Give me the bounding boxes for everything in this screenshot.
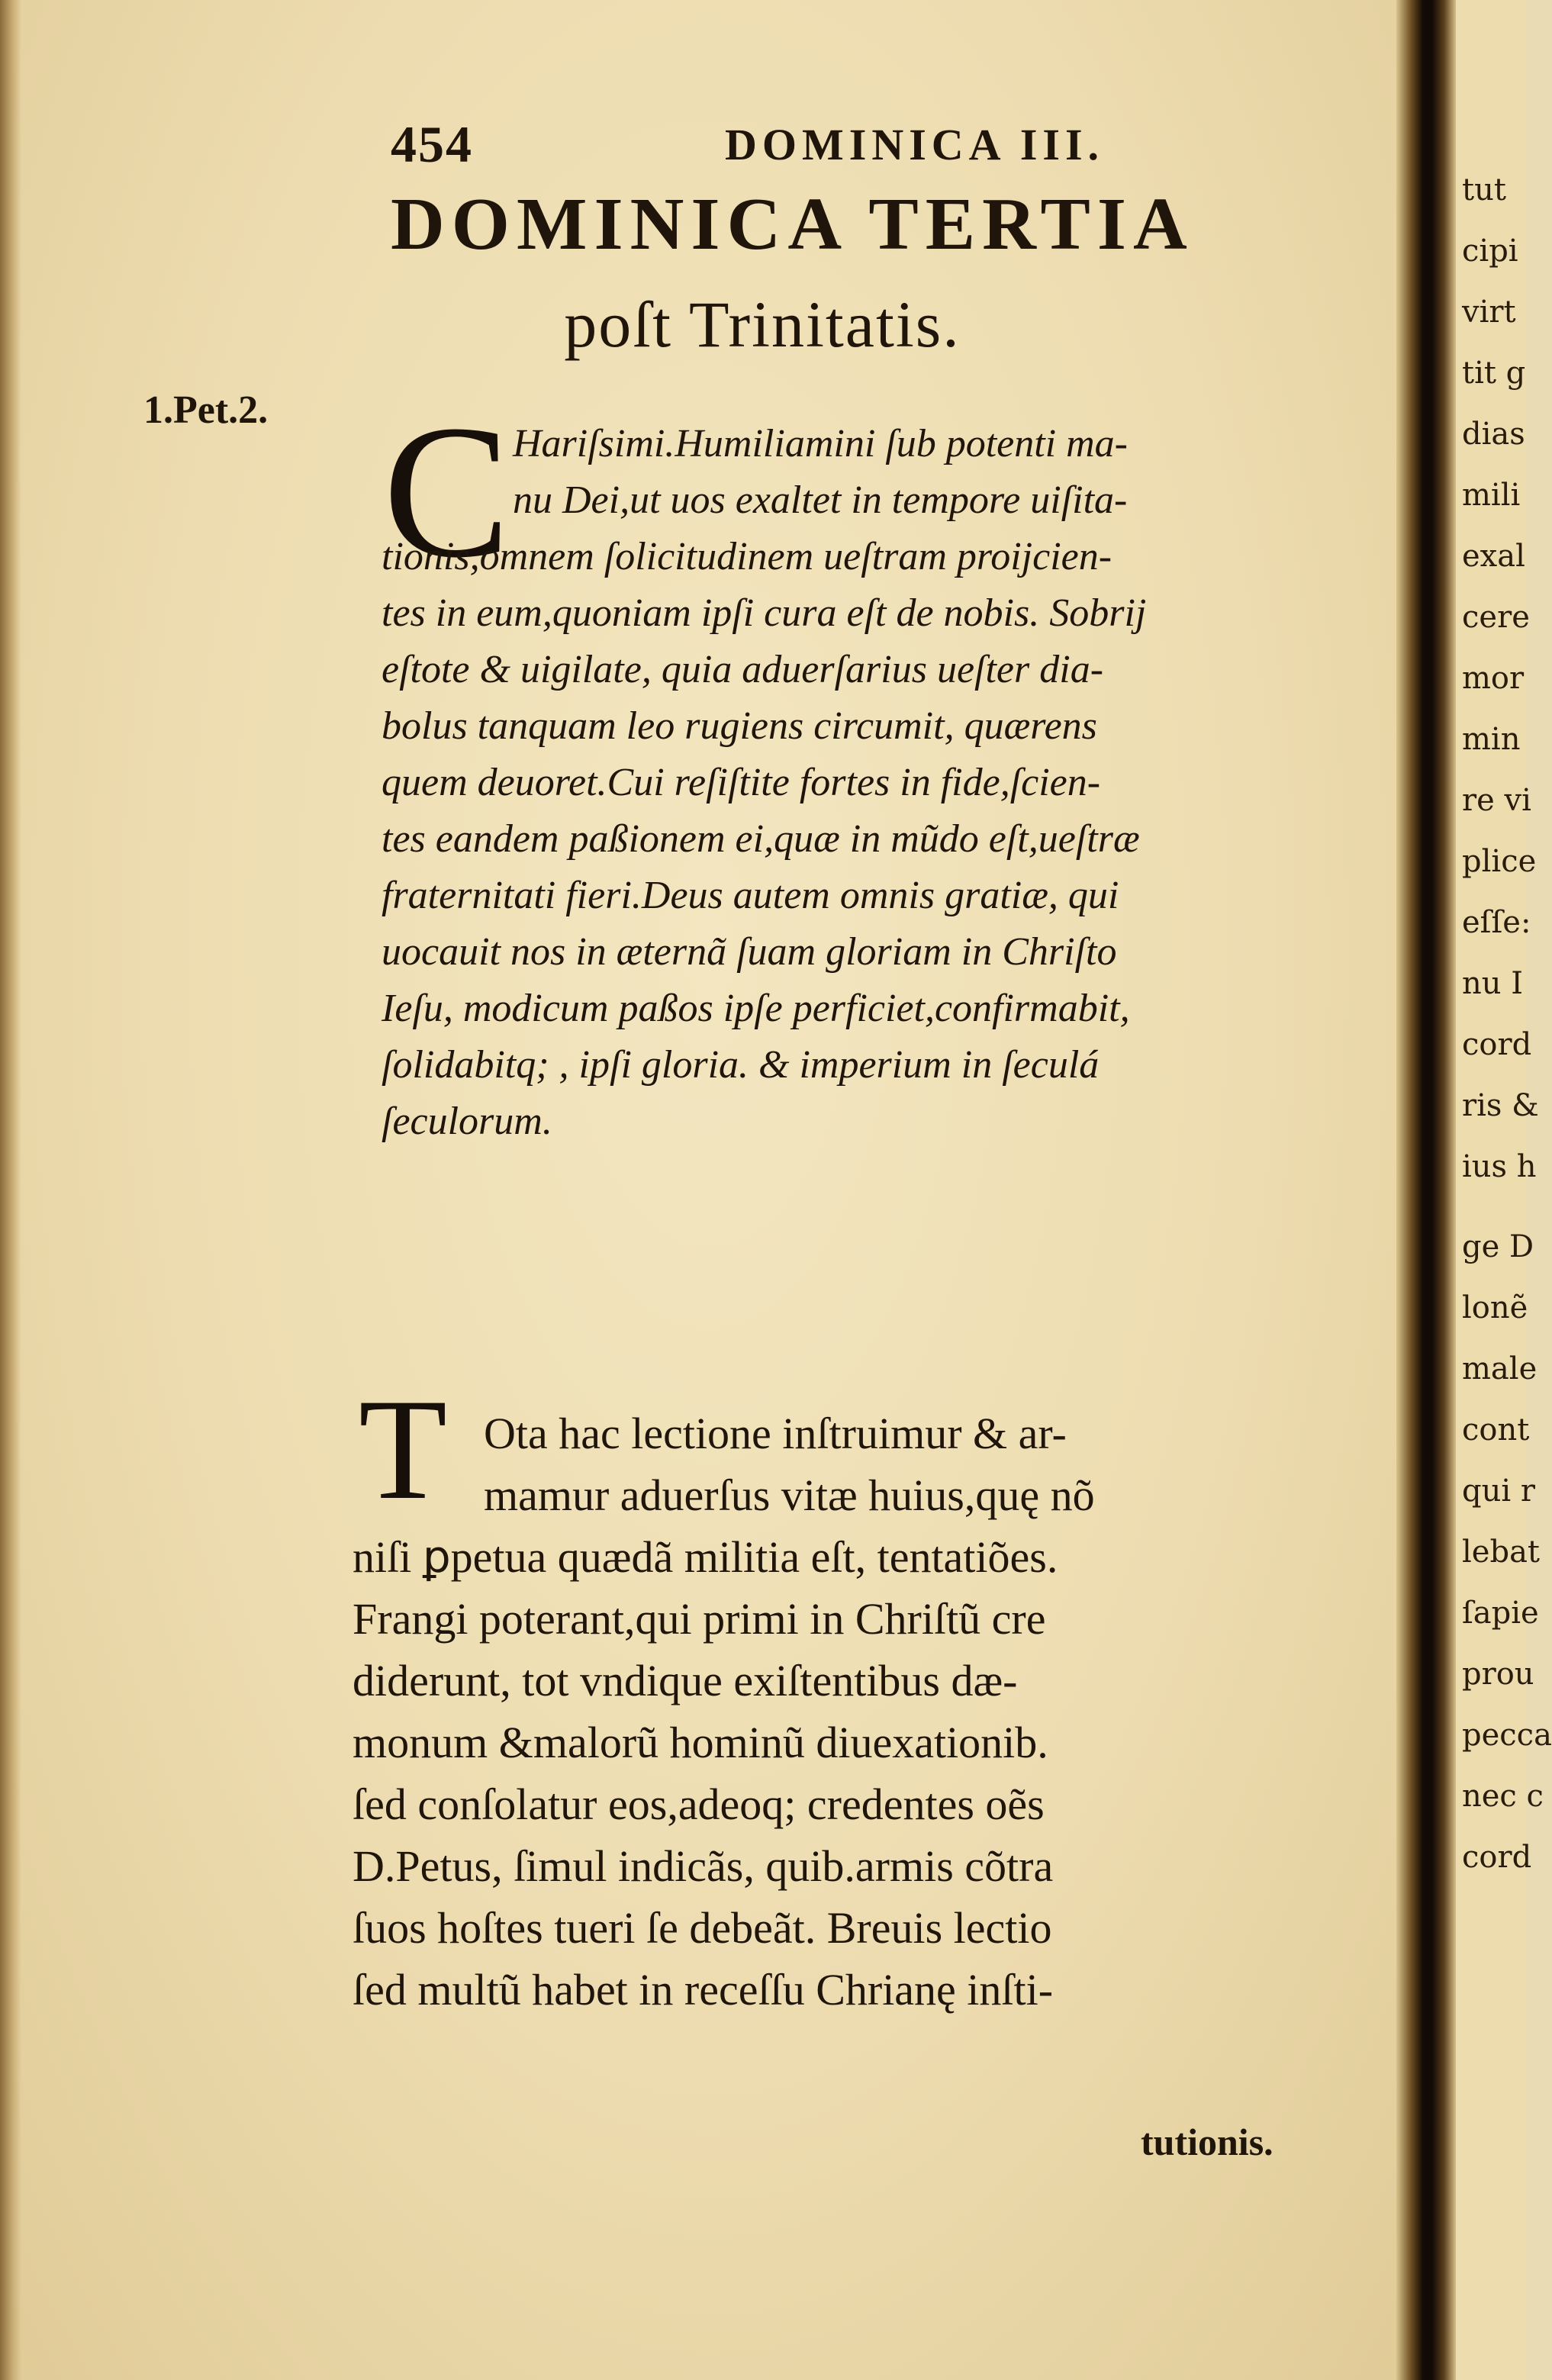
epistle-line: tes in eum,quoniam ipſi cura eſt de nobis. Sobrij	[382, 591, 1147, 635]
commentary-line: ſed conſolatur eos,adeoq; credentes oẽs	[353, 1779, 1045, 1829]
facing-page-fragment: re vi	[1462, 783, 1531, 818]
facing-page-fragment: ge D	[1462, 1229, 1534, 1264]
section-subtitle: poſt Trinitatis.	[564, 288, 961, 361]
commentary-line: monum &malorũ hominũ diuexationib.	[353, 1718, 1048, 1767]
commentary-line: ſed multũ habet in receſſu Chrianę inſti-	[353, 1965, 1054, 2014]
facing-page-fragment: lebat	[1462, 1535, 1540, 1570]
epistle-line: ſolidabitq; , ipſi gloria. & imperium in ſeculá	[382, 1043, 1100, 1087]
page-header	[391, 114, 1383, 173]
facing-page-fragment: pecca	[1462, 1718, 1552, 1753]
section-title: DOMINICA TERTIA	[391, 183, 1194, 266]
epistle-line: uocauit nos in æternã ſuam gloriam in Chriſto	[382, 930, 1117, 974]
epistle-line: eſtote & uigilate, quia aduerſarius ueſter dia-	[382, 648, 1104, 691]
epistle-line: nu Dei,ut uos exaltet in tempore uiſita-	[513, 478, 1128, 522]
facing-page-fragment: mili	[1462, 478, 1521, 513]
facing-page-fragment: ius h	[1462, 1149, 1537, 1184]
commentary-line: diderunt, tot vndique exiſtentibus dæ-	[353, 1656, 1018, 1705]
facing-page-fragment: plice	[1462, 844, 1537, 879]
epistle-text	[382, 416, 1373, 1150]
epistle-line: Ieſu, modicum paßos ipſe perficiet,confirmabit,	[382, 987, 1130, 1030]
facing-page-fragment: tut	[1462, 172, 1506, 208]
epistle-line: quem deuoret.Cui reſiſtite fortes in fide,ſcien-	[382, 761, 1101, 804]
facing-page-fragment: min	[1462, 722, 1521, 757]
page-number: 454	[391, 115, 473, 173]
facing-page-fragment: cord	[1462, 1027, 1532, 1062]
facing-page-fragment: mor	[1462, 661, 1525, 696]
epistle-line: bolus tanquam leo rugiens circumit, quærens	[382, 704, 1097, 748]
facing-page-fragment: eſſe:	[1462, 905, 1531, 940]
epistle-line: fraternitati fieri.Deus autem omnis gratiæ, qui	[382, 874, 1119, 917]
facing-page-fragment: ris &	[1462, 1088, 1539, 1123]
commentary-line: ſuos hoſtes tueri ſe debeãt. Breuis lectio	[353, 1903, 1052, 1953]
facing-page-fragment: nu I	[1462, 966, 1524, 1001]
margin-reference: 1.Pet.2.	[143, 388, 269, 432]
catchword: tutionis.	[1141, 2121, 1273, 2163]
epistle-line: Hariſsimi.Humiliamini ſub potenti ma-	[513, 422, 1128, 465]
commentary-line: Frangi poterant,qui primi in Chriſtũ cre	[353, 1594, 1046, 1644]
facing-page-fragment: qui r	[1462, 1473, 1535, 1509]
facing-page-fragment: ſapie	[1462, 1596, 1539, 1631]
commentary-line: D.Petus, ſimul indicãs, quib.armis cõtra	[353, 1841, 1054, 1891]
facing-page-fragment: cont	[1462, 1412, 1530, 1448]
commentary-line: mamur aduerſus vitæ huius,quę nõ	[484, 1470, 1095, 1520]
facing-page-fragment: tit g	[1462, 356, 1526, 391]
facing-page-fragment: virt	[1462, 295, 1516, 330]
epistle-line: ſeculorum.	[382, 1100, 552, 1143]
commentary-text	[353, 1403, 1375, 2021]
facing-page-fragment: dias	[1462, 417, 1525, 452]
facing-page-fragment: male	[1462, 1351, 1538, 1386]
facing-page-fragment: cere	[1462, 600, 1530, 635]
facing-page-fragment: cipi	[1462, 233, 1518, 269]
commentary-line: Ota hac lectione inſtruimur & ar-	[484, 1409, 1067, 1458]
facing-page-fragment: lonẽ	[1462, 1290, 1528, 1325]
facing-page-fragment: exal	[1462, 539, 1525, 574]
epistle-dropcap: C	[383, 386, 510, 597]
facing-page-fragment: prou	[1462, 1657, 1534, 1692]
book-gutter	[1396, 0, 1456, 2380]
epistle-line: tes eandem paßionem ei,quæ in mũdo eſt,ueſtræ	[382, 817, 1140, 861]
commentary-line: niſi ꝑpetua quædã militia eſt, tentatiões.	[353, 1532, 1058, 1582]
commentary-dropcap: T	[359, 1370, 448, 1530]
epistle-line: tionis,omnem ſolicitudinem ueſtram proijcien-	[382, 535, 1112, 578]
running-head: DOMINICA III.	[725, 120, 1105, 169]
facing-page-fragment: cord	[1462, 1840, 1532, 1875]
facing-page	[1456, 0, 1552, 2380]
facing-page-fragment: nec c	[1462, 1779, 1544, 1814]
